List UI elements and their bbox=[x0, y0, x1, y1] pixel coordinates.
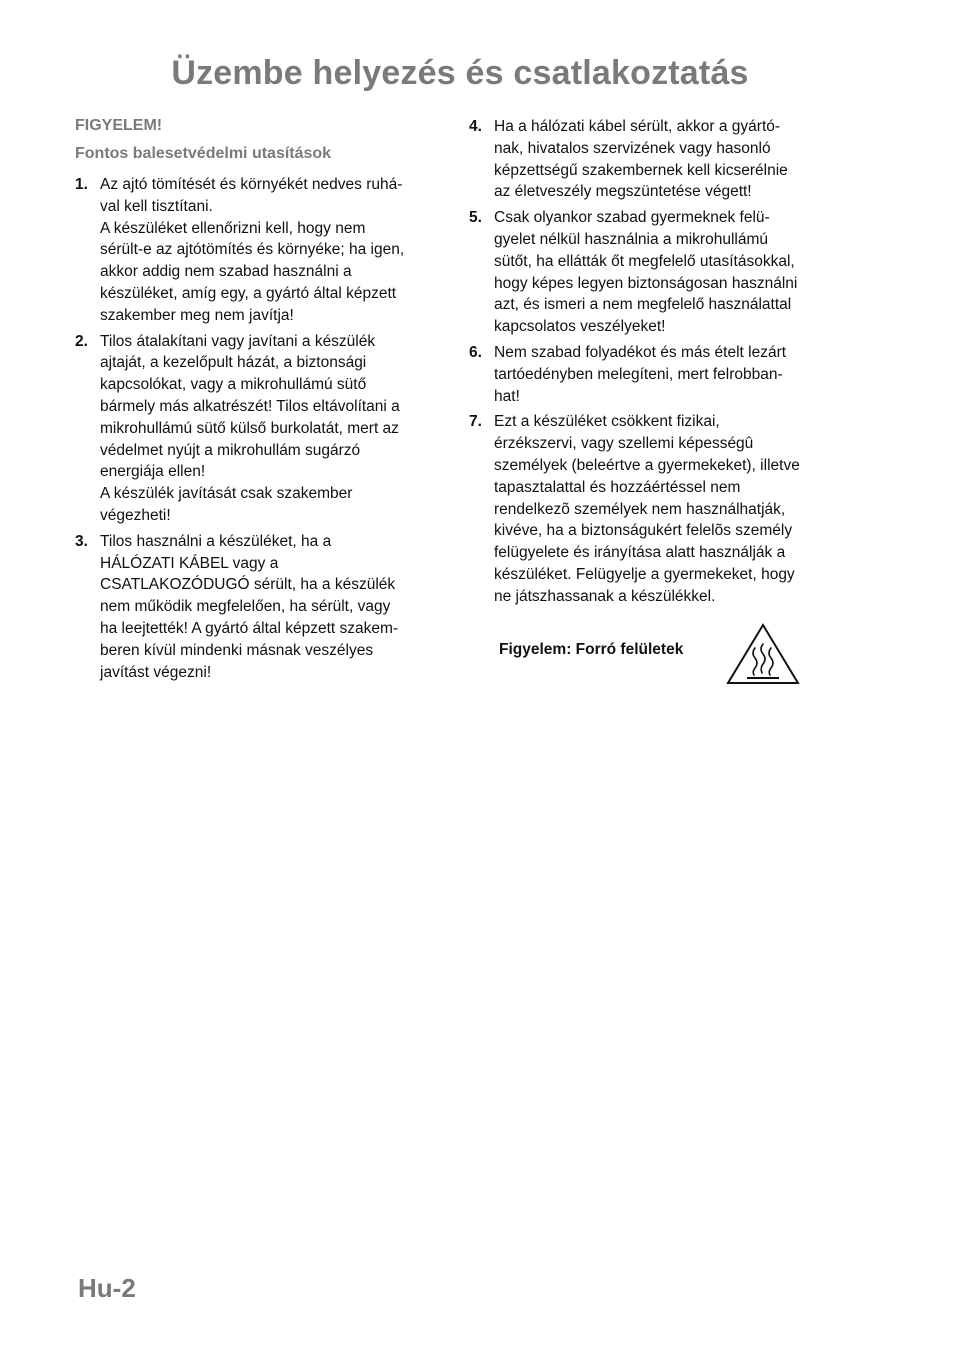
page-title: Üzembe helyezés és csatlakoztatás bbox=[171, 54, 749, 92]
item-text: Ha a hálózati kábel sérült, akkor a gyártó- nak, hivatalos szervizének vagy hasonló képzettségű szakembernek kell kicserélnie az életveszély megszüntetése végett! bbox=[494, 118, 788, 201]
hot-surface-notice bbox=[469, 622, 851, 686]
item-number: 4. bbox=[469, 118, 482, 135]
safety-list-right bbox=[469, 116, 851, 608]
item-text: Tilos átalakítani vagy javítani a készülék ajtaját, a kezelőpult házát, a biztonsági kapcsolókat, vagy a mikrohullámú sütő bármely más alkatrészét! Tilos eltávolítani a mikrohullámú sütő külső burkolatát, mert az védelmet nyújt a mikrohullám sugárzó energiája ellen! A készülék javítását csak szakember végezheti! bbox=[100, 332, 400, 524]
list-item bbox=[469, 411, 851, 607]
item-text: Nem szabad folyadékot és más ételt lezárt tartóedényben melegíteni, mert felrobban- hat! bbox=[494, 343, 787, 405]
item-text: Ezt a készüléket csökkent fizikai, érzékszervi, vagy szellemi képességû személyek (beleértve a gyermekeket), illetve tapasztalattal és hozzáértéssel nem rendelkezõ személyek nem használhatják, kivéve, ha a biztonságukért felelõs személy felügyelete és irányítása alatt használják a készüléket. Felügyelje a gyermekeket, hogy ne játszhassanak a készülékkel. bbox=[494, 413, 800, 605]
item-number: 5. bbox=[469, 209, 482, 227]
warning-subheading: Fontos balesetvédelmi utasítások bbox=[75, 145, 332, 162]
list-item bbox=[75, 531, 450, 684]
list-item bbox=[75, 174, 450, 327]
item-number: 2. bbox=[75, 332, 88, 350]
hot-surface-warning-icon bbox=[725, 622, 801, 686]
warning-heading: FIGYELEM! bbox=[75, 117, 163, 134]
item-number: 3. bbox=[75, 532, 88, 550]
item-number: 7. bbox=[469, 413, 482, 431]
left-column bbox=[75, 116, 450, 687]
right-column bbox=[469, 116, 851, 686]
list-item bbox=[469, 207, 851, 338]
item-number: 6. bbox=[469, 343, 482, 361]
safety-list-left bbox=[75, 174, 450, 683]
hot-surface-label: Figyelem: Forró felületek bbox=[499, 640, 684, 658]
list-item bbox=[75, 331, 450, 527]
item-text: Tilos használni a készüléket, ha a HÁLÓZATI KÁBEL vagy a CSATLAKOZÓDUGÓ sérült, ha a készülék nem működik megfelelően, ha sérült, vagy ha leejtették! A gyártó által képzett szakem- beren kívül mindenki másnak veszélyes javítást végezni! bbox=[100, 532, 399, 681]
item-number: 1. bbox=[75, 176, 88, 193]
list-item bbox=[469, 116, 851, 203]
item-text: Csak olyankor szabad gyermeknek felü- gyelet nélkül használnia a mikrohullámú sütőt, ha ellátták őt megfelelő utasításokkal, hogy képes legyen biztonságosan használni azt, és ismeri a nem megfelelő használattal kapcsolatos veszélyeket! bbox=[494, 209, 798, 336]
list-item bbox=[469, 342, 851, 407]
page-number: Hu-2 bbox=[78, 1273, 136, 1303]
item-text: Az ajtó tömítését és környékét nedves ruhá- val kell tisztítani. A készüléket ellenőrizni kell, hogy nem sérült-e az ajtótömítés és környéke; ha igen, akkor addig nem szabad használni a készüléket, amíg egy, a gyártó által képzett szakember meg nem javítja! bbox=[100, 176, 405, 324]
